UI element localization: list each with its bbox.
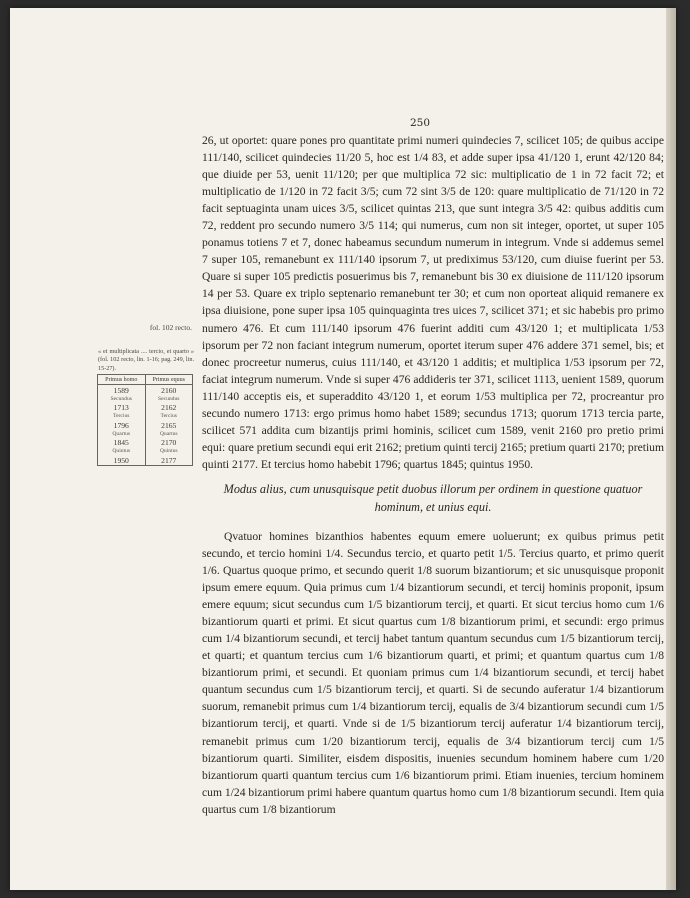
table-row	[98, 403, 193, 413]
homo-value: 1796	[98, 420, 146, 430]
homo-value: 1950	[98, 455, 146, 466]
homo-value: 1845	[98, 438, 146, 448]
page-edge-shadow	[666, 8, 676, 890]
homo-label: Tercius	[98, 413, 146, 421]
margin-note: « et multiplicata .... tercio, et quarto » (fol. 102 recto, lin. 1-16; pag. 249, lin. 15-27).	[98, 348, 194, 372]
homo-value: 1589	[98, 385, 146, 396]
equus-value: 2165	[145, 420, 193, 430]
header-primus-equus: Primus equus	[145, 375, 193, 385]
equus-value: 2162	[145, 403, 193, 413]
margin-table	[97, 374, 193, 466]
paragraph-quatuor-homines: Qvatuor homines bizanthios habentes equum emere uoluerunt; ex quibus primus petit secundo, et tercio homini 1/4. Secundus tercio, et quarto petit 1/5. Tercius quarto, et primo querit 1/6. Quartus quoque primo, et secundo querit 1/8 suorum bizantiorum; et sic unusquisque proponit ipsum emere equum. Quia primus cum 1/4 bizantiorum secundi, et tercij hominis proponit, ipsum emere equum; sicut secundus cum 1/5 bizantiorum tercij, et quarti. Et sicut tercius homo cum 1/6 bizantiorum quarti et primi. Et sicut quartus cum 1/8 bizantiorum primi, et secundi: ergo primus cum 1/4 bizantiorum secundi, et tercij habet tantum quantum secundus cum 1/5 bizantiorum tercij, et quarti; et quantum tercius cum 1/6 bizantiorum quarti, et primi; et quantum quartus cum 1/8 bizantiorum primi, et secundi. Et quoniam primus cum 1/4 bizantiorum secundi, et tercij habet quantum secundus cum 1/5 bizantiorum tercij, et quarti. Si de secundo auferatur 1/4 bizantiorum suorum, remanebit primus cum 1/4 bizantiorum tercij, equalis de 3/4 bizantiorum secundi cum 1/5 bizantiorum tercij, et quarti. Vnde si de 1/5 bizantiorum tercij auferatur 1/4 bizantiorum tercij, remanebit primus cum 1/20 bizantiorum tercij, equalis de 3/4 bizantiorum tercij cum 1/5 bizantiorum quarti. Similiter, eisdem dispositis, inuenies secundum hominem habere cum 1/20 bizantiorum quarti quantum tercius cum 1/6 bizantiorum primi. Etiam inuenies, tercium hominem cum 1/24 bizantiorum primi habere quantum quartus homo cum 1/8 bizantiorum secundi. Item quia quartus cum 1/8 bizantiorum	[202, 529, 664, 816]
section-heading: Modus alius, cum unusquisque petit duobus illorum per ordinem in questione quatuor hominum, et unius equi.	[223, 481, 643, 514]
table-row	[98, 385, 193, 396]
homo-label: Quintus	[98, 448, 146, 456]
homo-label: Secundus	[98, 395, 146, 403]
header-primus-homo: Primus homo	[98, 375, 146, 385]
page-number: 250	[409, 117, 431, 129]
table-label-row	[98, 430, 193, 438]
main-text	[202, 132, 664, 818]
table-row	[98, 420, 193, 430]
table-row	[98, 455, 193, 466]
table-row	[98, 438, 193, 448]
table-label-row	[98, 413, 193, 421]
equus-label: Tercius	[145, 413, 193, 421]
equus-label: Secundus	[145, 395, 193, 403]
margin-folio-reference: fol. 102 recto.	[149, 323, 192, 332]
equus-value: 2160	[145, 385, 193, 396]
equus-value: 2170	[145, 438, 193, 448]
table-label-row	[98, 395, 193, 403]
paragraph-continued: 26, ut oportet: quare pones pro quantitate primi numeri quindecies 7, scilicet 105; de quibus accipe 111/140, scilicet quindecies 11/20 5, hoc est 1/4 83, et adde super ipsa 41/120 1, erunt 42/120 84; que diuide per 53, uenit 11/120; per que multiplica 72 sic: multiplicatio de 1 in 72 facit 72; et multiplicatio de 1/120 in 72 facit 3/5; cum 72 sint 3/5 de 120: quare multiplicatio de 71/120 in 72 facit septuaginta unam uices 3/5, scilicet quintas 213, que sunt integra 3/5 42: quibus additis cum 72, reddent pro secundo numero 3/5 114; qui numerus, cum non sit integer, oportet, ut super 105 ponamus totiens 7 et 7, donec habeamus secundum numerum in integrum. Vnde si addemus semel 7 super 105, remanebunt ex 111/140 ipsorum 7, ut prediximus 53/120, cum diuise fuerint per 53. Quare si super 105 predictis posuerimus bis 7, remanebunt bis 30 ex diuisione de 111/120 ipsorum 14 per 53. Quare ex triplo septenario remanebunt ter 30; et cum non oporteat aliquid remanere ex ipsa diuisione, pone super ipsa 105 quinquaginta tres uices 7, scilicet 371; et sic habebis pro primo numero 476. Et cum 111/140 ipsorum 476 fuerint additi cum 43/120 1; et multiplicata 1/53 ipsorum per 72 non faciant integrum numerum, oportet iterum super 476 addere 371 semel, bis; et donec procreetur numerus, cuius 111/140, et 43/120 1 additis; et multiplica 1/53 ipsorum per 72, faciat integrum numerum. Vnde si super 476 addideris ter 371, scilicet 1113, uenient 1589, quorum 111/140 acceptis eis, et superaddito 43/120 1, et eorum 1/53 multiplica per 72, procreantur pro secundo numero 1713: ergo primus homo habet 1589; secundus 1713; quorum 1713 tercia parte, scilicet 571 addita cum bizantijs primi hominis, scilicet cum 1589, venit 2160 pro pretio primi equi: quare pretium secundi equi erit 2162; pretium quinti tercij 2165; pretium quarti 2170; pretium quinti 2177. Et tercius homo habebit 1796; quartus 1845; quintus 1950.	[202, 134, 664, 471]
equus-label: Quintus	[145, 448, 193, 456]
homo-value: 1713	[98, 403, 146, 413]
margin-table-header-row	[98, 375, 193, 385]
equus-label: Quartus	[145, 430, 193, 438]
homo-label: Quartus	[98, 430, 146, 438]
book-page	[10, 8, 676, 890]
equus-value: 2177	[145, 455, 193, 466]
table-label-row	[98, 448, 193, 456]
